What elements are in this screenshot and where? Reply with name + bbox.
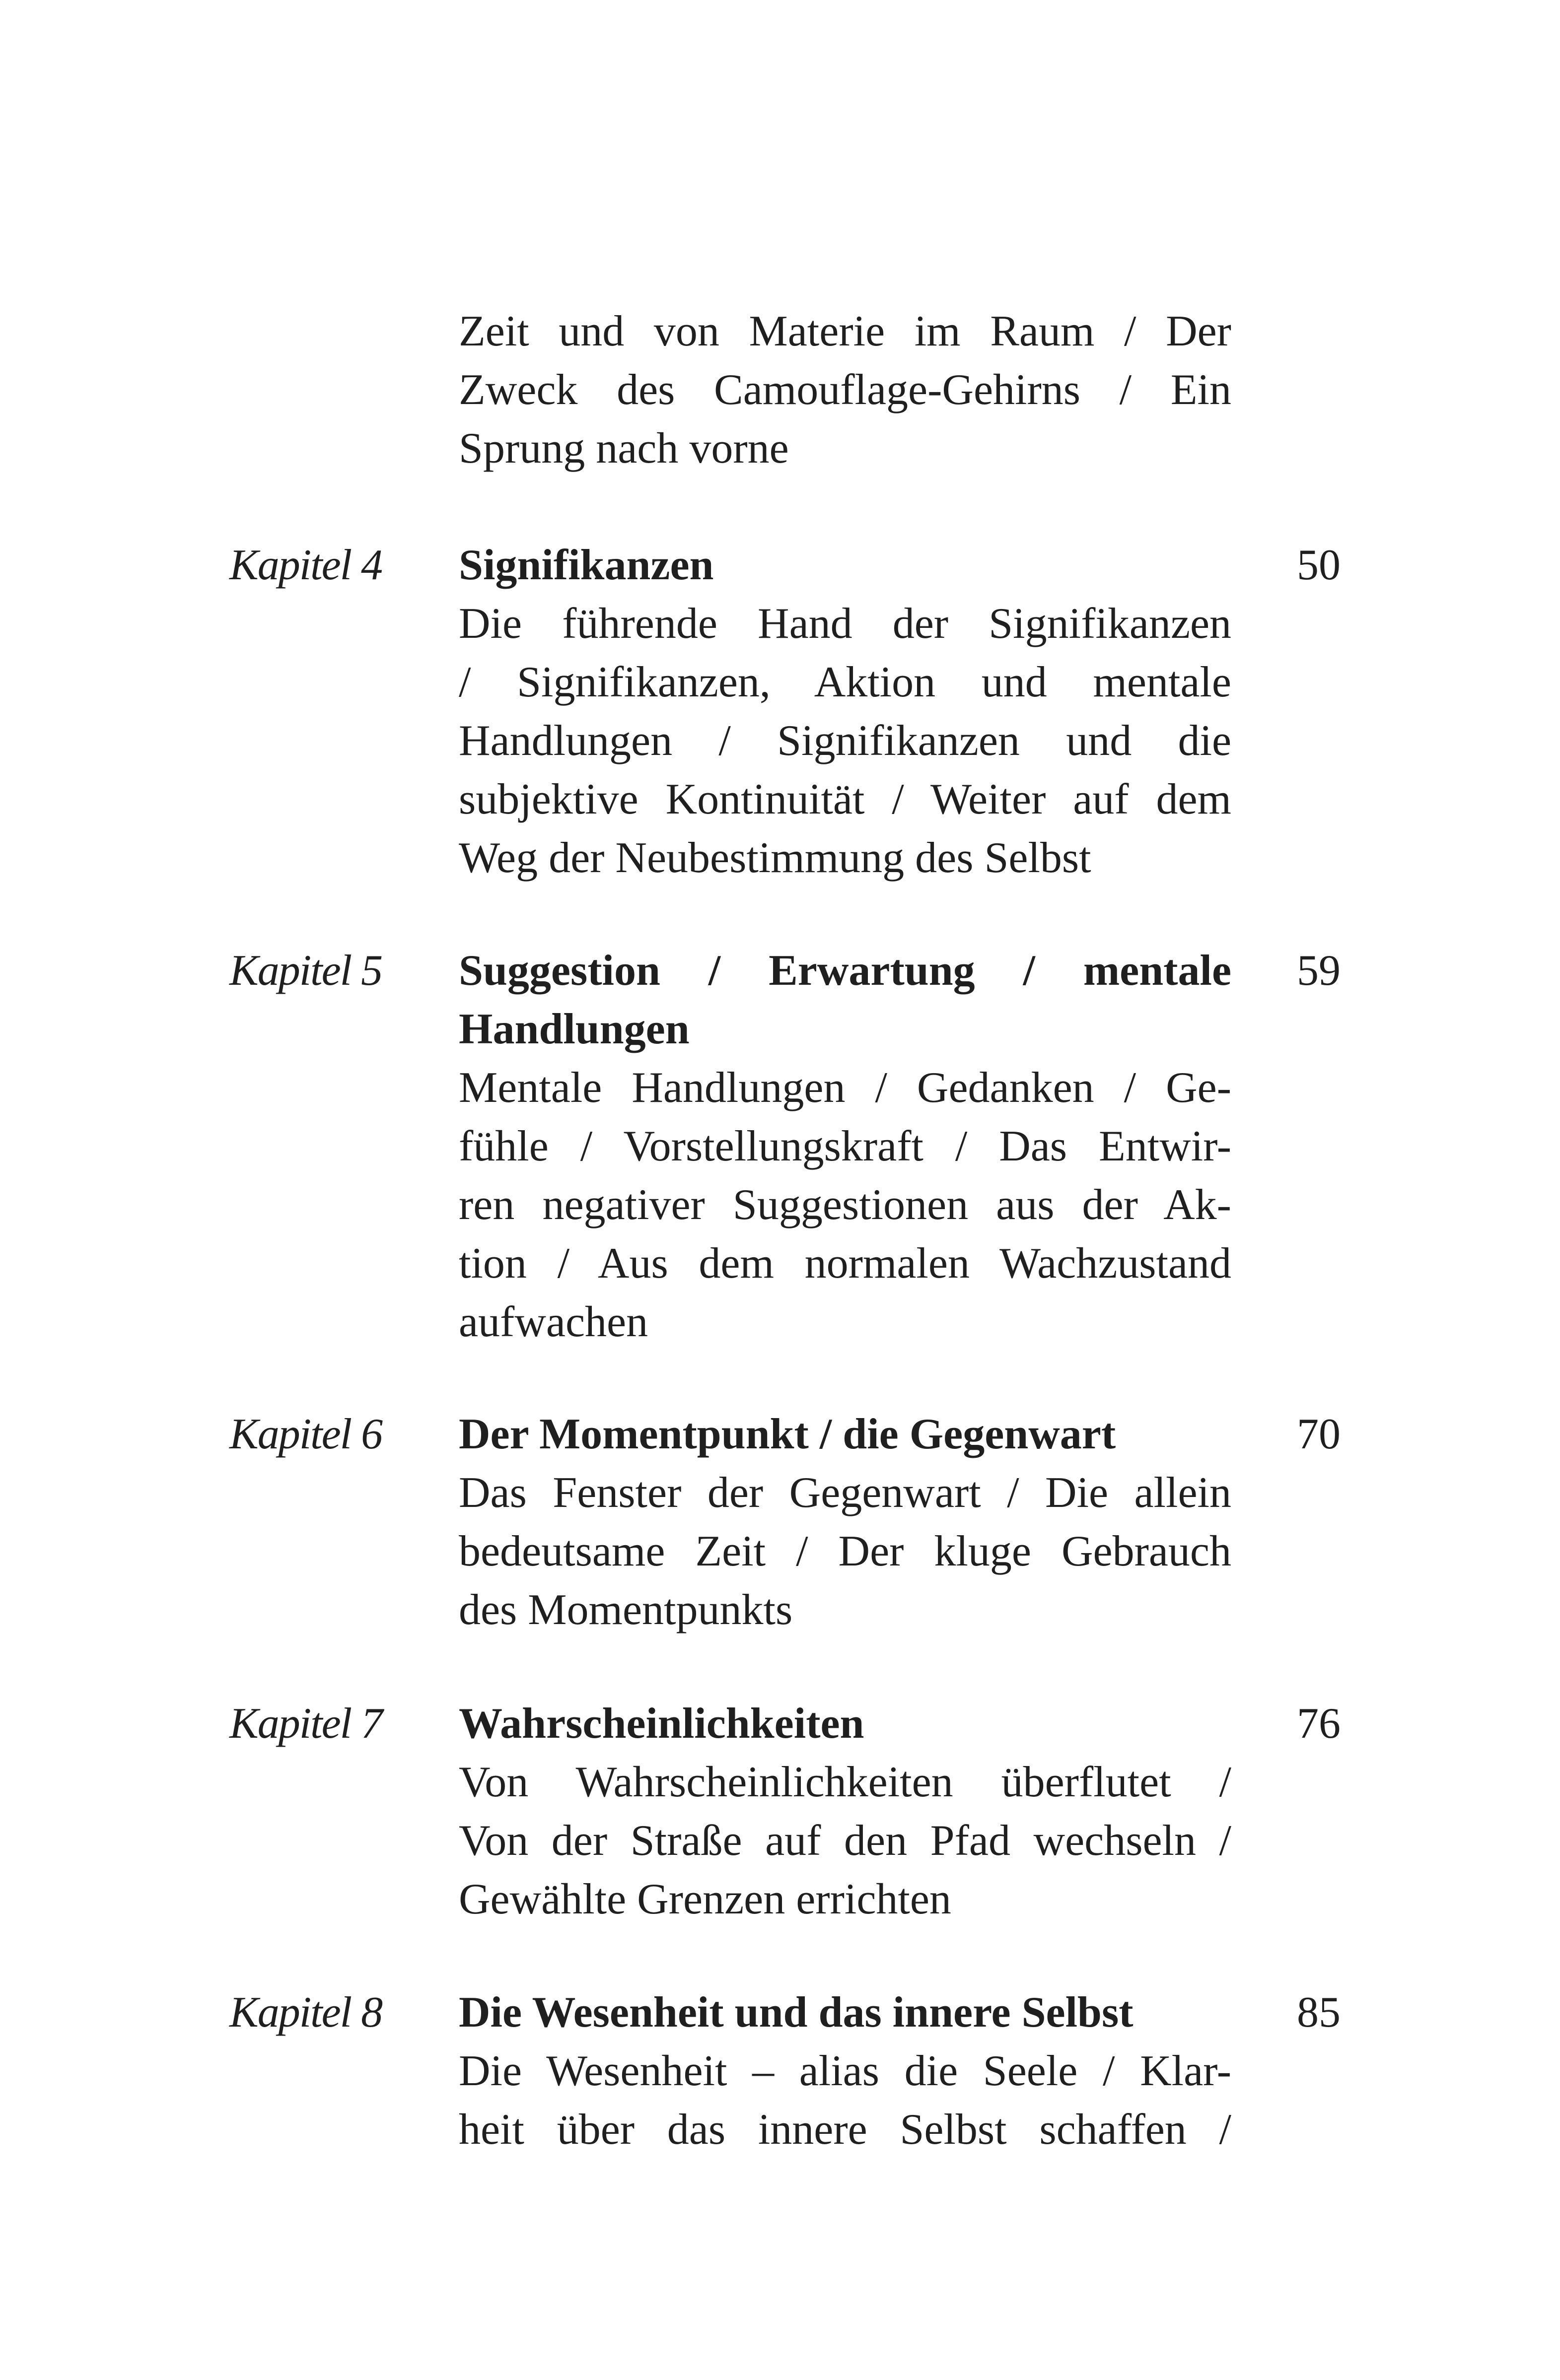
chapter-description-line: Die Wesenheit – alias die Seele / Klar- [459, 2047, 1231, 2095]
chapter-description-line: Gewählte Grenzen errichten [459, 1875, 951, 1923]
chapter-description-line: bedeutsame Zeit / Der kluge Gebrauch [459, 1527, 1231, 1575]
chapter-page-number: 70 [1297, 1410, 1341, 1458]
chapter-description-line: aufwachen [459, 1298, 648, 1346]
chapter-page-number: 76 [1297, 1700, 1341, 1748]
chapter-description-line: Mentale Handlungen / Gedanken / Ge- [459, 1064, 1231, 1112]
chapter-page-number: 85 [1297, 1988, 1341, 2037]
chapter-description-line: Von der Straße auf den Pfad wechseln / [459, 1817, 1231, 1865]
chapter-label: Kapitel 5 [229, 947, 382, 995]
chapter-description-line: Weg der Neubestimmung des Selbst [459, 834, 1091, 882]
chapter-label: Kapitel 4 [229, 541, 382, 589]
chapter-description-line: tion / Aus dem normalen Wachzustand [459, 1239, 1231, 1288]
chapter-description-line: Von Wahrscheinlichkeiten überflutet / [459, 1758, 1231, 1806]
chapter-title: Handlungen [459, 1005, 690, 1053]
chapter-description-line: heit über das innere Selbst schaffen / [459, 2106, 1231, 2154]
chapter-page-number: 59 [1297, 947, 1341, 995]
chapter-description-line: ren negativer Suggestionen aus der Ak- [459, 1181, 1231, 1229]
chapter-label: Kapitel 8 [229, 1988, 382, 2037]
chapter-title: Die Wesenheit und das innere Selbst [459, 1988, 1134, 2037]
chapter-label: Kapitel 6 [229, 1410, 382, 1458]
chapter-title: Signifikanzen [459, 541, 714, 589]
chapter-description-line: / Signifikanzen, Aktion und mentale [459, 658, 1231, 706]
intro-line: Zeit und von Materie im Raum / Der [459, 307, 1231, 355]
chapter-description-line: Handlungen / Signifikanzen und die [459, 717, 1231, 765]
chapter-page-number: 50 [1297, 541, 1341, 589]
chapter-description-line: Die führende Hand der Signifikanzen [459, 600, 1231, 648]
chapter-title: Suggestion / Erwartung / mentale [459, 947, 1231, 995]
chapter-description-line: fühle / Vorstellungskraft / Das Entwir- [459, 1122, 1231, 1170]
chapter-title: Der Momentpunkt / die Gegenwart [459, 1410, 1116, 1458]
chapter-description-line: Das Fenster der Gegenwart / Die allein [459, 1469, 1231, 1517]
intro-line: Zweck des Camouflage-Gehirns / Ein [459, 366, 1231, 414]
chapter-label: Kapitel 7 [229, 1700, 382, 1748]
chapter-description-line: des Momentpunkts [459, 1586, 793, 1634]
chapter-description-line: subjektive Kontinuität / Weiter auf dem [459, 775, 1231, 823]
chapter-title: Wahrscheinlichkeiten [459, 1700, 864, 1748]
intro-line: Sprung nach vorne [459, 424, 789, 473]
